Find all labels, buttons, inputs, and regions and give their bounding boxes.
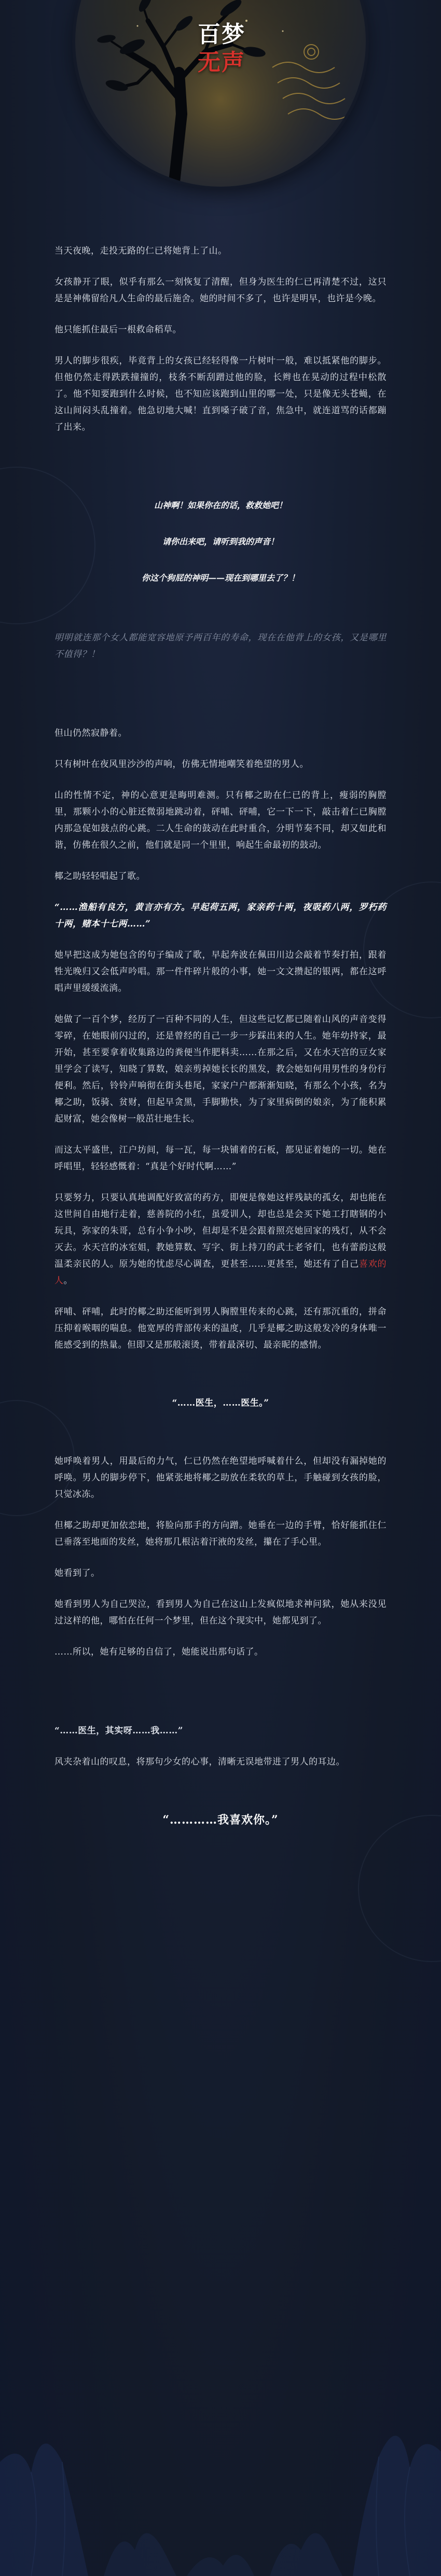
foliage-decoration-icon (0, 2306, 441, 2576)
poem-line: 山神啊！如果你在的话，救救她吧！ (154, 500, 287, 510)
paragraph: 而这太平盛世，江户坊间，每一瓦，每一块铺着的石板，都见证着她的一切。她在呼唱里，轻轻感慨着：“真是个好时代啊……” (54, 1145, 387, 1172)
muted-quote: 明明就连那个女人都能宽容地原予两百年的寿命，现在在他背上的女孩，又是哪里不值得？！ (54, 633, 387, 660)
paragraph: 男人的脚步很疾，毕竟背上的女孩已经轻得像一片树叶一般，难以抵紧他的脚步。但他仍然走得跌跌撞撞的，枝条不断刮蹭过他的脸，长辫也在晃动的过程中松散了。他不知要跑到什么时候，也不知应该跑到山里的哪一处，只是像无头苍蝇，在这山间闷头乱撞着。他急切地大喊！直到嗓子破了音，焦急中，就连道骂的话都蹦了出来。 (54, 356, 387, 432)
paragraph: 当天夜晚，走投无路的仁已将她背上了山。 (54, 246, 227, 256)
song-lyrics: “……渔船有良方，黄言亦有方。早起荷五两，家亲药十两，夜吸药八两，罗朽药十两，赌本十七两……” (54, 902, 387, 929)
paragraph-text: 只要努力，只要认真地调配好致富的药方，即便是像她这样残缺的孤女，却也能在这世间自由地行走着，慈善院的小红，虽爱训人，却也总是会买下她工打瞎钢的小玩具，弥家的朱哥，总有小争小吵，但却是不是会跟着照亮她回家的残灯，从不会灭去。水天宫的冰室姐，教她算数、写字、街上持刀的武士老爷们，也有蕾韵这般温柔亲民的人。原为她的忧虑尽心调查，更甚至……更甚至，她还有了自己 (54, 1193, 387, 1269)
paragraph: 椰之助轻轻唱起了歌。 (54, 871, 145, 881)
final-confession: “…………我喜欢你。” (162, 1813, 279, 1827)
hero-banner (0, 0, 441, 197)
poem-line: 请你出来吧，请听到我的声音！ (162, 537, 279, 547)
paragraph: 他只能抓住最后一根救命稻草。 (54, 325, 182, 335)
paragraph: 女孩静开了眼，似乎有那么一刻恢复了清醒，但身为医生的仁已再清楚不过，这只是是神佛留给凡人生命的最后施舍。她的时间不多了，也许是明早，也许是今晚。 (54, 277, 387, 304)
paragraph: 风夹杂着山的叹息，将那句少女的心事，清晰无误地带进了男人的耳边。 (54, 1757, 345, 1767)
paragraph: ……所以，她有足够的自信了，她能说出那句话了。 (54, 1647, 264, 1657)
paragraph: 只有树叶在夜风里沙沙的声响，仿佛无情地嘲笑着绝望的男人。 (54, 759, 309, 769)
paragraph: 山的性情不定，神的心意更是晦明难测。只有椰之助在仁已的背上，瘦弱的胸膛里，那颗小小的心脏还微弱地跳动着，砰哺、砰哺，它一下一下，敲击着仁已胸膛内那急促如鼓点的心跳。二人生命的鼓动在此时重合，分明节奏不同，却又如此和谐，仿佛在很久之前，他们就是同一个里里，响起生命最初的鼓动。 (54, 790, 387, 850)
poem-line: 你这个狗屁的神明——现在到哪里去了？！ (141, 573, 299, 583)
paragraph: 她看到男人为自己哭泣，看到男人为自己在这山上发疯似地求神问狱，她从来没见过这样的他，哪怕在任何一个梦里，但在这个现实中，她都见到了。 (54, 1599, 387, 1626)
story-body (54, 243, 387, 1828)
paragraph (54, 1189, 387, 1289)
dialogue-quote: “……医生，……医生。” (172, 1398, 269, 1408)
title-main: 百梦 (198, 21, 245, 48)
highlight-text: 喜欢的人 (54, 1259, 387, 1286)
paragraph: 她早把这成为她包含的句子编成了歌，早起奔波在佩田川边会敲着节奏打拍，跟着牲光晚归又会低声吟唱。那一件件碎片般的小事，她一文文攒起的银两，都在这呼唱声里缓缓流淌。 (54, 950, 387, 993)
paragraph: 但山仍然寂静着。 (54, 728, 127, 738)
paragraph: 她呼唤着男人，用最后的力气，仁已仍然在绝望地呼喊着什么，但却没有漏掉她的呼唤。男人的脚步停下，他紧张地将椰之助放在柔软的草上，手触碰到女孩的脸，只觉冰冻。 (54, 1456, 387, 1500)
page-title (193, 21, 250, 77)
paragraph: 但椰之助却更加依恋地，将脸向那手的方向蹭。她垂在一边的手臂，恰好能抓住仁已垂落至地面的发丝，她将那几根沾着汗液的发丝，攥在了手心里。 (54, 1520, 387, 1547)
poem-block (54, 498, 387, 586)
paragraph: 她做了一百个梦，经历了一百种不同的人生，但这些记忆都已随着山风的声音变得零碎，在她眼前闪过的，还是曾经的自己一步一步踩出来的人生。她年幼持家，最开始，甚至要拿着收集路边的粪便当作肥料卖……在那之后，又在水天宫的豆女家里学会了读写，知晓了算数，娘亲剪掉她长长的黑发，教会她如何用男性的身份行便利。然后，铃铃声响彻在街头巷尾，家家户户都渐渐知晓，有那么个小孩，名为椰之助，饭骑、贫财，但起早贪黑，手脚勤快，为了家里病倒的娘亲，为了能积累起财富，她会像树一般茁壮地生长。 (54, 1014, 387, 1124)
paragraph: 砰哺、砰哺，此时的椰之助还能听到男人胸膛里传来的心跳，还有那沉重的，拼命压抑着喉咽的喘息。他宽厚的背部传来的温度，几乎是椰之助这般发冷的身体唯一能感受到的热量。但即又是那般滚烫，带着最深切、最亲昵的感情。 (54, 1307, 387, 1350)
paragraph: 她看到了。 (54, 1568, 100, 1578)
dialogue-quote: “……医生，其实呀……我……” (54, 1726, 184, 1736)
title-sub: 无声 (198, 49, 245, 76)
bg-circle-motif (358, 1815, 441, 1962)
paragraph-end: 。 (63, 1276, 73, 1286)
